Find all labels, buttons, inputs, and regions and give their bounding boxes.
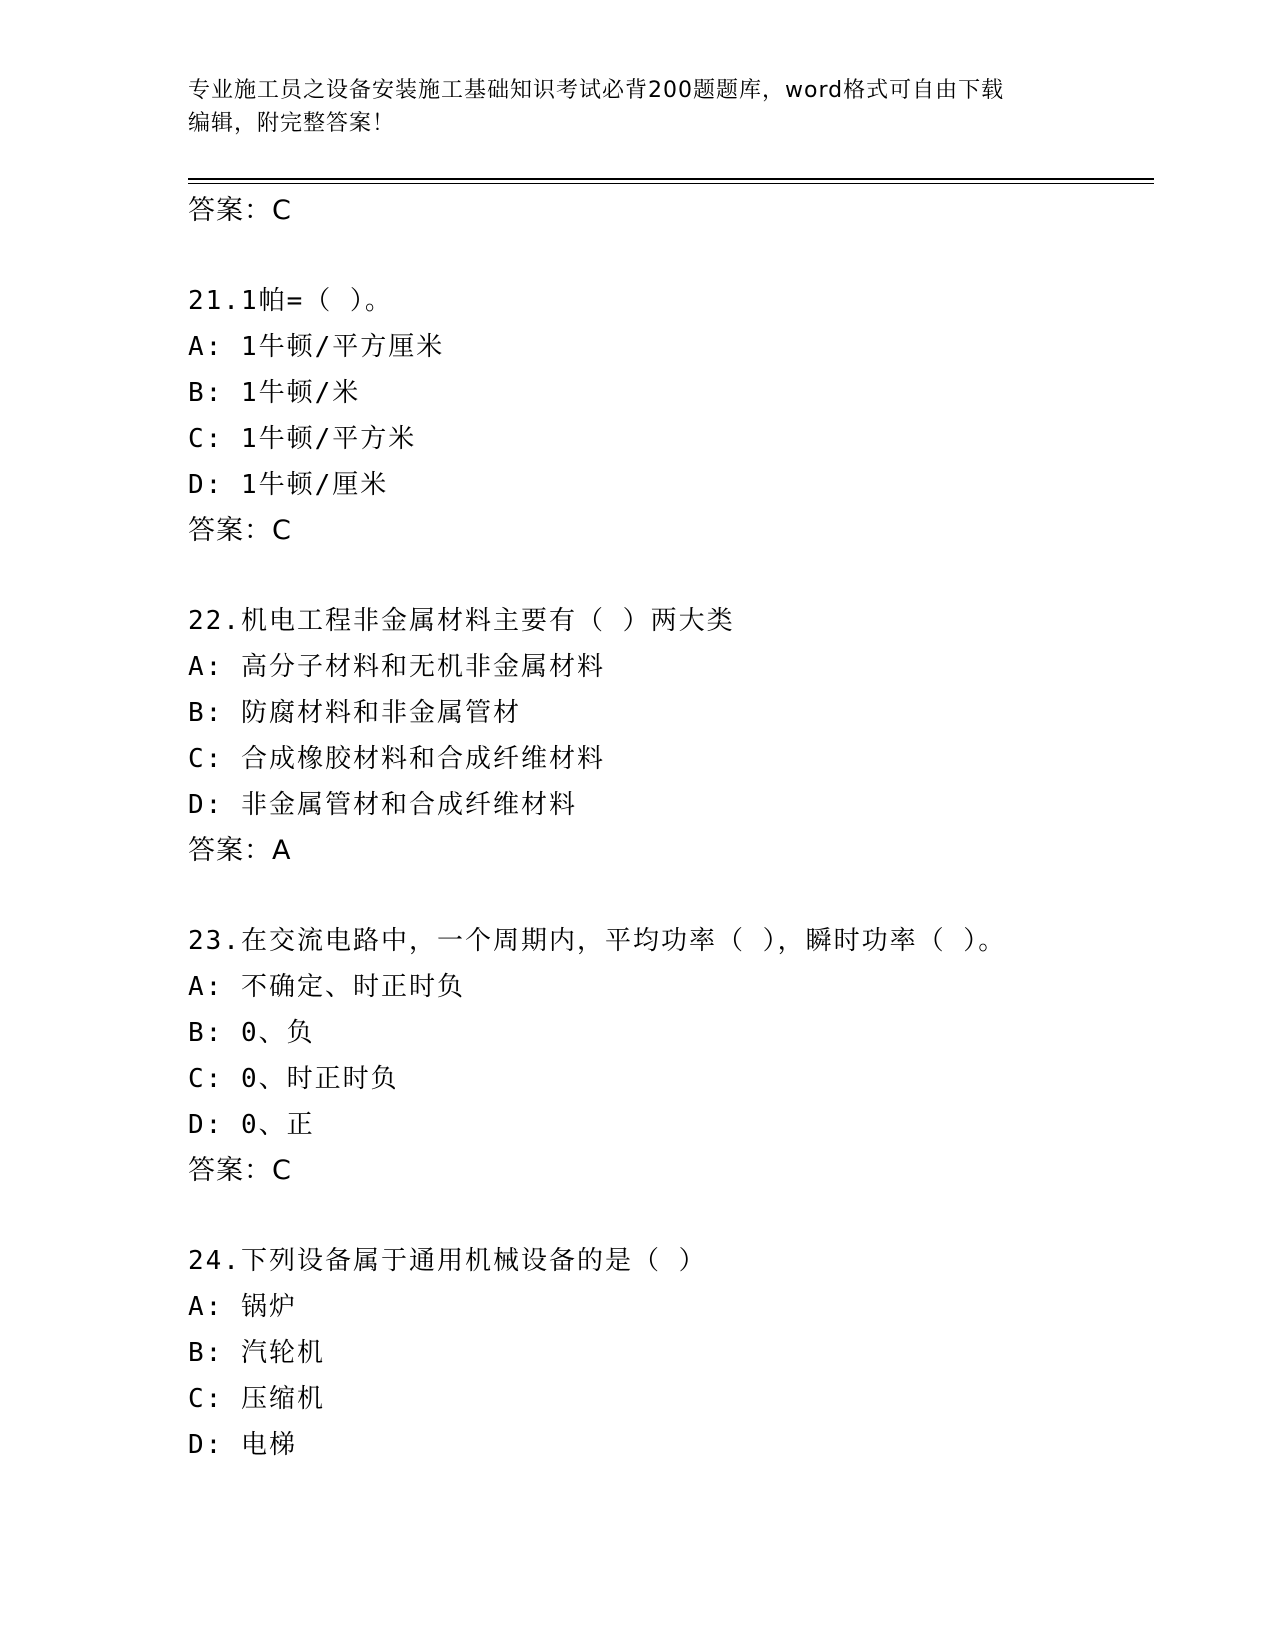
option-d: D: 1牛顿/厘米 <box>188 470 389 500</box>
answer-line: 答案：C <box>188 195 292 226</box>
option-d: D: 0、正 <box>188 1110 315 1140</box>
option-b: B: 防腐材料和非金属管材 <box>188 698 521 728</box>
question-24 <box>188 1238 1148 1468</box>
spacer <box>188 234 1148 278</box>
option-a: A: 锅炉 <box>188 1292 297 1322</box>
question-21 <box>188 278 1148 554</box>
header-line-1: 专业施工员之设备安装施工基础知识考试必背200题题库，word格式可自由下载 <box>188 78 1005 103</box>
header-rule-thin <box>188 183 1154 184</box>
question-stem: 22.机电工程非金属材料主要有（ ）两大类 <box>188 606 735 636</box>
spacer <box>188 874 1148 918</box>
option-a: A: 1牛顿/平方厘米 <box>188 332 445 362</box>
question-stem: 23.在交流电路中，一个周期内，平均功率（ ），瞬时功率（ ）。 <box>188 926 1007 956</box>
option-c: C: 1牛顿/平方米 <box>188 424 417 454</box>
option-b: B: 1牛顿/米 <box>188 378 361 408</box>
header-line-2: 编辑，附完整答案！ <box>188 111 396 136</box>
document-body <box>188 188 1148 1468</box>
document-header <box>188 74 1088 140</box>
option-a: A: 高分子材料和无机非金属材料 <box>188 652 605 682</box>
answer-line: 答案：C <box>188 515 292 546</box>
option-d: D: 非金属管材和合成纤维材料 <box>188 790 577 820</box>
option-a: A: 不确定、时正时负 <box>188 972 465 1002</box>
question-22 <box>188 598 1148 874</box>
spacer <box>188 554 1148 598</box>
option-b: B: 0、负 <box>188 1018 315 1048</box>
question-stem: 21.1帕=（ ）。 <box>188 286 393 316</box>
answer-line: 答案：A <box>188 835 292 866</box>
option-d: D: 电梯 <box>188 1430 297 1460</box>
option-c: C: 0、时正时负 <box>188 1064 399 1094</box>
option-c: C: 合成橡胶材料和合成纤维材料 <box>188 744 605 774</box>
header-rule-thick <box>188 178 1154 180</box>
answer-line: 答案：C <box>188 1155 292 1186</box>
question-23 <box>188 918 1148 1194</box>
option-b: B: 汽轮机 <box>188 1338 325 1368</box>
spacer <box>188 1194 1148 1238</box>
option-c: C: 压缩机 <box>188 1384 325 1414</box>
question-stem: 24.下列设备属于通用机械设备的是（ ） <box>188 1246 707 1276</box>
